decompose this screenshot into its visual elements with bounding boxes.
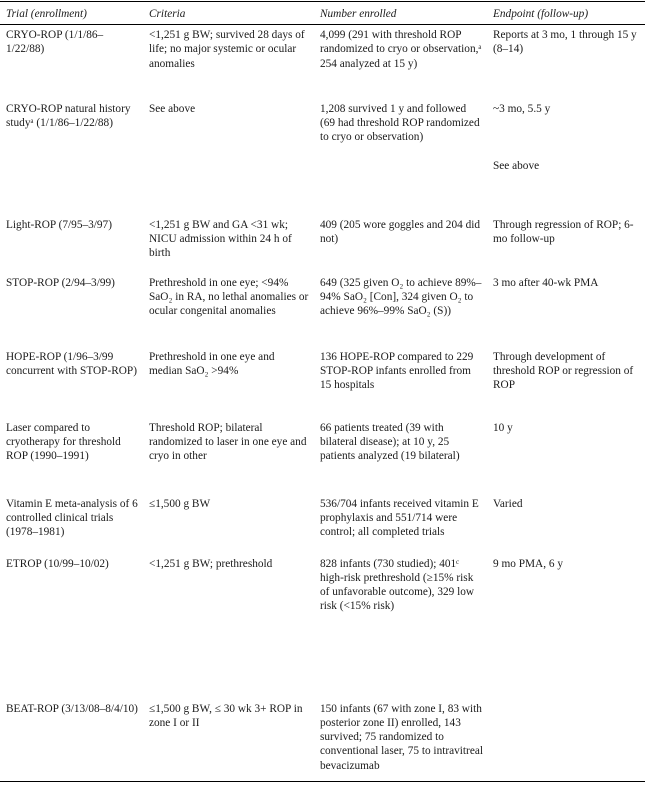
criteria-cell: See above [149, 102, 196, 115]
trial-cell: Vitamin E meta-analysis of 6 controlled clinical trials (1978–1981) [6, 497, 138, 539]
criteria-cell: <1,251 g BW and GA <31 wk; NICU admission within 24 h of birth [149, 218, 292, 260]
enrolled-cell: 649 (325 given O₂ to achieve 89%–94% SaO₂ [Con], 324 given O₂ to achieve 96%–99% SaO₂ (S)) [320, 276, 482, 318]
trial-cell: Light-ROP (7/95–3/97) [6, 218, 112, 231]
table-row [0, 25, 645, 102]
table-row [0, 276, 645, 350]
header-trial: Trial (enrollment) [0, 4, 143, 25]
table-row [0, 218, 645, 276]
endpoint-cell: Varied [493, 497, 523, 510]
endpoint-cell: Reports at 3 mo, 1 through 15 y (8–14) [493, 29, 637, 56]
bottom-rule [0, 781, 645, 782]
table-row [0, 557, 645, 702]
table-row [0, 350, 645, 421]
trial-cell: HOPE-ROP (1/96–3/99 concurrent with STOP-ROP) [6, 350, 137, 377]
criteria-cell: Prethreshold in one eye and median SaO₂ >94% [149, 350, 275, 377]
enrolled-cell: 4,099 (291 with threshold ROP randomized to cryo or observation,ᵃ 254 analyzed at 15 y) [320, 29, 482, 70]
trials-table [0, 4, 645, 786]
endpoint-cell: 9 mo PMA, 6 y [493, 557, 563, 570]
endpoint-cell [487, 702, 645, 786]
enrolled-cell: 150 infants (67 with zone I, 83 with posterior zone II) enrolled, 143 survived; 75 randomized to conventional laser, 75 to intravitreal bevacizumab [320, 702, 483, 772]
enrolled-cell: 1,208 survived 1 y and followed (69 had threshold ROP randomized to cryo or observation) [320, 102, 480, 144]
header-criteria: Criteria [143, 4, 314, 25]
endpoint-cell: 3 mo after 40-wk PMA [493, 276, 599, 289]
criteria-cell: <1,251 g BW; survived 28 days of life; no major systemic or ocular anomalies [149, 29, 305, 70]
criteria-cell: ≤1,500 g BW, ≤ 30 wk 3+ ROP in zone I or II [149, 702, 303, 729]
endpoint-cell: Through regression of ROP; 6-mo follow-up [493, 218, 634, 245]
trial-cell: STOP-ROP (2/94–3/99) [6, 276, 115, 289]
enrolled-cell: 409 (205 wore goggles and 204 did not) [320, 218, 481, 245]
header-endpoint: Endpoint (follow-up) [487, 4, 645, 25]
enrolled-cell: 828 infants (730 studied); 401ᶜ high-risk prethreshold (≥15% risk of unfavorable outcome), 329 low risk (<15% risk) [320, 557, 475, 613]
table-row [0, 102, 645, 218]
trial-cell: ETROP (10/99–10/02) [6, 557, 109, 570]
trial-cell: Laser compared to cryotherapy for threshold ROP (1990–1991) [6, 421, 121, 463]
trial-cell: BEAT-ROP (3/13/08–8/4/10) [6, 702, 138, 715]
table-row [0, 702, 645, 786]
criteria-cell: ≤1,500 g BW [149, 497, 211, 510]
endpoint-cell [487, 102, 645, 218]
criteria-cell: Prethreshold in one eye; <94% SaO₂ in RA, no lethal anomalies or ocular congenital anomalies [149, 276, 309, 318]
trial-cell: CRYO-ROP natural history studyᵃ (1/1/86–1/22/88) [6, 102, 131, 129]
table-row [0, 421, 645, 497]
endpoint-extra-text: See above [493, 159, 540, 172]
endpoint-text: ~3 mo, 5.5 y [493, 102, 551, 115]
enrolled-cell: 136 HOPE-ROP compared to 229 STOP-ROP infants enrolled from 15 hospitals [320, 350, 474, 392]
enrolled-cell: 66 patients treated (39 with bilateral disease); at 10 y, 25 patients analyzed (19 bilateral) [320, 421, 460, 463]
criteria-cell: <1,251 g BW; prethreshold [149, 557, 273, 570]
endpoint-cell: Through development of threshold ROP or regression of ROP [493, 350, 634, 392]
enrolled-cell: 536/704 infants received vitamin E prophylaxis and 551/714 were control; all completed trials [320, 497, 479, 539]
header-row [0, 4, 645, 25]
criteria-cell: Threshold ROP; bilateral randomized to laser in one eye and cryo in other [149, 421, 307, 463]
endpoint-cell: 10 y [493, 421, 513, 434]
top-rule [0, 1, 645, 2]
trial-cell: CRYO-ROP (1/1/86–1/22/88) [6, 29, 104, 56]
header-enrolled: Number enrolled [314, 4, 487, 25]
table-row [0, 497, 645, 557]
